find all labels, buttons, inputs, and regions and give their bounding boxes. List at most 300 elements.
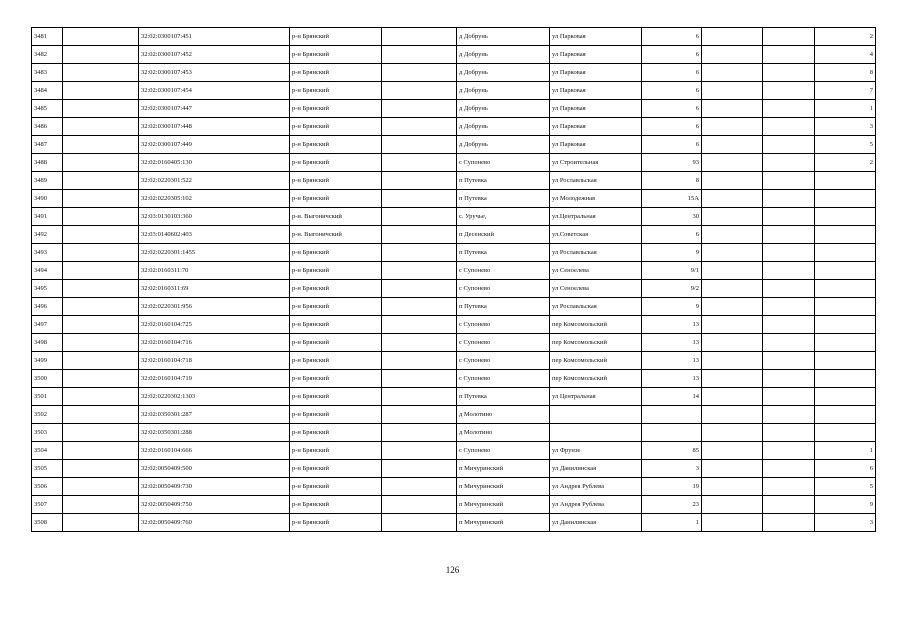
- cell-district: р-н Брянский: [290, 28, 382, 46]
- cell-blank-col: [63, 118, 139, 136]
- cell-apartment-number: [815, 172, 876, 190]
- cell-apartment-number: [815, 352, 876, 370]
- cell-cadastral-number: 32:02:0220302:1303: [139, 388, 290, 406]
- cell-apartment-number: 7: [815, 82, 876, 100]
- cell-house-number: 85: [642, 442, 702, 460]
- cell-locality: д Добрунь: [457, 136, 550, 154]
- cell-cadastral-number: 32:02:0160104:718: [139, 352, 290, 370]
- cell-row-number: 3488: [32, 154, 63, 172]
- cell-row-number: 3505: [32, 460, 63, 478]
- cell-blank-col-4: [763, 82, 815, 100]
- cell-house-number: 93: [642, 154, 702, 172]
- cell-cadastral-number: 32:02:0160311:69: [139, 280, 290, 298]
- cell-blank-col-2: [382, 244, 457, 262]
- cell-apartment-number: [815, 424, 876, 442]
- cell-blank-col-4: [763, 460, 815, 478]
- cell-house-number: 9: [642, 298, 702, 316]
- cell-blank-col-4: [763, 316, 815, 334]
- cell-blank-col-4: [763, 154, 815, 172]
- table-row: [32, 82, 876, 100]
- cell-cadastral-number: 32:02:0300107:449: [139, 136, 290, 154]
- cell-district: р-н Брянский: [290, 100, 382, 118]
- cell-district: р-н Брянский: [290, 154, 382, 172]
- cell-blank-col-4: [763, 496, 815, 514]
- cell-street: ул Парковая: [550, 118, 642, 136]
- cell-blank-col: [63, 280, 139, 298]
- cell-street: ул Центральная: [550, 388, 642, 406]
- cell-blank-col-4: [763, 424, 815, 442]
- cell-blank-col-4: [763, 442, 815, 460]
- cell-blank-col-2: [382, 118, 457, 136]
- cell-blank-col-4: [763, 28, 815, 46]
- cell-house-number: 6: [642, 226, 702, 244]
- cell-blank-col-3: [702, 82, 763, 100]
- table-row: [32, 136, 876, 154]
- cell-blank-col-3: [702, 406, 763, 424]
- cell-street: пер Комсомольский: [550, 352, 642, 370]
- cell-blank-col-3: [702, 118, 763, 136]
- cell-locality: с Супонево: [457, 316, 550, 334]
- table-row: [32, 442, 876, 460]
- cell-locality: д Добрунь: [457, 46, 550, 64]
- cell-blank-col-3: [702, 46, 763, 64]
- cell-district: р-н Брянский: [290, 460, 382, 478]
- cell-blank-col-4: [763, 244, 815, 262]
- cell-district: р-н Брянский: [290, 262, 382, 280]
- table-row: [32, 478, 876, 496]
- cell-blank-col-4: [763, 334, 815, 352]
- cell-cadastral-number: 32:02:0050409:760: [139, 514, 290, 532]
- cell-row-number: 3486: [32, 118, 63, 136]
- cell-street: ул Андрея Рублева: [550, 496, 642, 514]
- cell-blank-col: [63, 154, 139, 172]
- cell-apartment-number: [815, 244, 876, 262]
- cell-cadastral-number: 32:02:0220305:102: [139, 190, 290, 208]
- cell-locality: д Молотино: [457, 424, 550, 442]
- cell-blank-col-2: [382, 64, 457, 82]
- cell-blank-col-4: [763, 298, 815, 316]
- cell-blank-col-2: [382, 478, 457, 496]
- cell-locality: д Добрунь: [457, 28, 550, 46]
- cell-house-number: 9: [642, 244, 702, 262]
- cell-street: [550, 424, 642, 442]
- cell-blank-col-4: [763, 208, 815, 226]
- cell-blank-col-4: [763, 100, 815, 118]
- cell-cadastral-number: 32:02:0220301:956: [139, 298, 290, 316]
- cell-locality: п Мичуринский: [457, 478, 550, 496]
- cell-blank-col-2: [382, 190, 457, 208]
- cell-house-number: 13: [642, 352, 702, 370]
- cell-street: ул Парковая: [550, 82, 642, 100]
- table-row: [32, 424, 876, 442]
- table-row: [32, 496, 876, 514]
- cell-blank-col: [63, 424, 139, 442]
- cell-cadastral-number: 32:02:0300107:452: [139, 46, 290, 64]
- cell-blank-col: [63, 64, 139, 82]
- cell-blank-col-3: [702, 190, 763, 208]
- cell-blank-col: [63, 262, 139, 280]
- cell-blank-col-3: [702, 352, 763, 370]
- cell-blank-col: [63, 208, 139, 226]
- cell-house-number: 13: [642, 370, 702, 388]
- cell-apartment-number: 3: [815, 514, 876, 532]
- cell-cadastral-number: 32:02:0050409:730: [139, 478, 290, 496]
- cell-blank-col-2: [382, 46, 457, 64]
- cell-house-number: 19: [642, 478, 702, 496]
- cell-district: р-н Брянский: [290, 190, 382, 208]
- cell-blank-col-2: [382, 280, 457, 298]
- cell-locality: д Добрунь: [457, 64, 550, 82]
- cell-street: ул Данилинская: [550, 460, 642, 478]
- cell-apartment-number: [815, 334, 876, 352]
- cell-locality: п Путевка: [457, 190, 550, 208]
- cell-locality: п Путевка: [457, 388, 550, 406]
- cell-house-number: 6: [642, 64, 702, 82]
- cell-street: ул Парковая: [550, 136, 642, 154]
- cell-blank-col: [63, 496, 139, 514]
- table-row: [32, 46, 876, 64]
- cell-blank-col-3: [702, 424, 763, 442]
- cell-cadastral-number: 32:02:0160405:130: [139, 154, 290, 172]
- cell-blank-col-3: [702, 316, 763, 334]
- cell-row-number: 3493: [32, 244, 63, 262]
- cell-district: р-н Брянский: [290, 406, 382, 424]
- cell-locality: п Мичуринский: [457, 460, 550, 478]
- table-row: [32, 64, 876, 82]
- cell-cadastral-number: 32:02:0160104:725: [139, 316, 290, 334]
- cell-blank-col-3: [702, 280, 763, 298]
- cell-row-number: 3490: [32, 190, 63, 208]
- cell-street: ул Парковая: [550, 100, 642, 118]
- cell-locality: п Путевка: [457, 244, 550, 262]
- cell-apartment-number: 6: [815, 460, 876, 478]
- cell-locality: д Добрунь: [457, 100, 550, 118]
- cell-locality: с Супонево: [457, 352, 550, 370]
- cell-street: ул Парковая: [550, 46, 642, 64]
- table-row: [32, 334, 876, 352]
- table-row: [32, 316, 876, 334]
- cell-blank-col: [63, 388, 139, 406]
- cell-blank-col-3: [702, 100, 763, 118]
- cell-district: р-н Брянский: [290, 280, 382, 298]
- cell-row-number: 3485: [32, 100, 63, 118]
- cell-apartment-number: 2: [815, 28, 876, 46]
- cell-blank-col-3: [702, 370, 763, 388]
- table-row: [32, 226, 876, 244]
- cell-blank-col-3: [702, 154, 763, 172]
- cell-house-number: 13: [642, 316, 702, 334]
- cell-row-number: 3500: [32, 370, 63, 388]
- cell-blank-col-3: [702, 388, 763, 406]
- cell-apartment-number: [815, 226, 876, 244]
- cell-locality: с Супонево: [457, 334, 550, 352]
- table-row: [32, 118, 876, 136]
- cell-blank-col-4: [763, 172, 815, 190]
- cell-house-number: 23: [642, 496, 702, 514]
- cell-row-number: 3494: [32, 262, 63, 280]
- cell-cadastral-number: 32:02:0160104:719: [139, 370, 290, 388]
- cell-locality: п Мичуринский: [457, 496, 550, 514]
- cell-apartment-number: [815, 316, 876, 334]
- table-row: [32, 460, 876, 478]
- cell-blank-col-2: [382, 442, 457, 460]
- cell-blank-col: [63, 100, 139, 118]
- cell-blank-col-4: [763, 118, 815, 136]
- cell-blank-col: [63, 478, 139, 496]
- table-row: [32, 388, 876, 406]
- cell-blank-col: [63, 352, 139, 370]
- cell-blank-col-3: [702, 334, 763, 352]
- cell-cadastral-number: 32:03:0140602:403: [139, 226, 290, 244]
- cell-blank-col-4: [763, 406, 815, 424]
- table-row: [32, 154, 876, 172]
- cell-apartment-number: [815, 388, 876, 406]
- cell-blank-col-2: [382, 460, 457, 478]
- cell-street: ул Молодежная: [550, 190, 642, 208]
- cell-blank-col-2: [382, 208, 457, 226]
- cell-blank-col-2: [382, 406, 457, 424]
- cell-apartment-number: [815, 280, 876, 298]
- cell-row-number: 3506: [32, 478, 63, 496]
- cell-blank-col-2: [382, 352, 457, 370]
- cell-blank-col-3: [702, 244, 763, 262]
- cell-house-number: 6: [642, 46, 702, 64]
- page-number: 126: [445, 565, 460, 575]
- cell-apartment-number: 3: [815, 118, 876, 136]
- cell-blank-col-3: [702, 298, 763, 316]
- cell-blank-col: [63, 334, 139, 352]
- cell-row-number: 3481: [32, 28, 63, 46]
- cell-row-number: 3484: [32, 82, 63, 100]
- cell-blank-col-4: [763, 478, 815, 496]
- cell-house-number: 3: [642, 460, 702, 478]
- cell-blank-col-4: [763, 46, 815, 64]
- cell-row-number: 3507: [32, 496, 63, 514]
- cell-street: ул Рославльская: [550, 298, 642, 316]
- cell-blank-col-2: [382, 262, 457, 280]
- cell-cadastral-number: 32:02:0220301:522: [139, 172, 290, 190]
- cell-locality: д Добрунь: [457, 118, 550, 136]
- cell-district: р-н Брянский: [290, 478, 382, 496]
- cell-blank-col-2: [382, 226, 457, 244]
- cell-locality: д Молотино: [457, 406, 550, 424]
- cell-street: пер Комсомольский: [550, 370, 642, 388]
- cell-street: ул Сеноелева: [550, 262, 642, 280]
- cell-blank-col-3: [702, 478, 763, 496]
- cell-district: р-н Брянский: [290, 352, 382, 370]
- cell-apartment-number: 4: [815, 46, 876, 64]
- cell-blank-col: [63, 82, 139, 100]
- cell-blank-col-3: [702, 64, 763, 82]
- table-row: [32, 514, 876, 532]
- cell-row-number: 3501: [32, 388, 63, 406]
- cell-blank-col: [63, 190, 139, 208]
- cell-cadastral-number: 32:02:0050409:750: [139, 496, 290, 514]
- cell-district: р-н Брянский: [290, 442, 382, 460]
- cell-blank-col: [63, 316, 139, 334]
- cell-blank-col-2: [382, 424, 457, 442]
- cell-street: пер Комсомольский: [550, 334, 642, 352]
- cell-blank-col-4: [763, 352, 815, 370]
- cell-blank-col-3: [702, 262, 763, 280]
- cell-district: р-н Брянский: [290, 316, 382, 334]
- cell-blank-col-2: [382, 370, 457, 388]
- cell-blank-col: [63, 460, 139, 478]
- cell-street: [550, 406, 642, 424]
- cell-blank-col: [63, 28, 139, 46]
- cell-district: р-н Брянский: [290, 370, 382, 388]
- cell-apartment-number: 5: [815, 478, 876, 496]
- cell-blank-col-4: [763, 262, 815, 280]
- cell-blank-col: [63, 226, 139, 244]
- cell-blank-col-4: [763, 388, 815, 406]
- cell-blank-col-2: [382, 100, 457, 118]
- cell-blank-col: [63, 514, 139, 532]
- cell-district: р-н. Выгоничский: [290, 208, 382, 226]
- cell-apartment-number: 9: [815, 496, 876, 514]
- cell-district: р-н Брянский: [290, 118, 382, 136]
- table-row: [32, 352, 876, 370]
- table-row: [32, 280, 876, 298]
- cell-blank-col: [63, 136, 139, 154]
- cell-row-number: 3502: [32, 406, 63, 424]
- cell-street: ул.Советская: [550, 226, 642, 244]
- cell-street: ул Строительная: [550, 154, 642, 172]
- cell-blank-col-4: [763, 514, 815, 532]
- cell-house-number: 14: [642, 388, 702, 406]
- cell-house-number: 6: [642, 100, 702, 118]
- cell-locality: п Путевка: [457, 298, 550, 316]
- cell-blank-col-3: [702, 136, 763, 154]
- cell-blank-col: [63, 298, 139, 316]
- cell-blank-col-4: [763, 280, 815, 298]
- cell-row-number: 3504: [32, 442, 63, 460]
- cell-street: ул.Центральная: [550, 208, 642, 226]
- cell-blank-col-2: [382, 514, 457, 532]
- cell-locality: с Супонево: [457, 442, 550, 460]
- cell-district: р-н Брянский: [290, 64, 382, 82]
- cell-apartment-number: [815, 262, 876, 280]
- cell-row-number: 3489: [32, 172, 63, 190]
- cell-blank-col-2: [382, 298, 457, 316]
- cell-street: ул Рославльская: [550, 172, 642, 190]
- cell-apartment-number: 5: [815, 136, 876, 154]
- cell-street: ул Парковая: [550, 28, 642, 46]
- cell-apartment-number: [815, 190, 876, 208]
- cell-row-number: 3508: [32, 514, 63, 532]
- table-row: [32, 28, 876, 46]
- cell-district: р-н Брянский: [290, 496, 382, 514]
- cell-house-number: [642, 424, 702, 442]
- cell-street: ул Андрея Рублева: [550, 478, 642, 496]
- cell-house-number: 13: [642, 334, 702, 352]
- cell-district: р-н Брянский: [290, 424, 382, 442]
- cell-blank-col-2: [382, 388, 457, 406]
- cell-locality: с. Уручье,: [457, 208, 550, 226]
- cell-blank-col: [63, 244, 139, 262]
- cell-cadastral-number: 32:02:0300107:454: [139, 82, 290, 100]
- table-row: [32, 262, 876, 280]
- cell-district: р-н Брянский: [290, 298, 382, 316]
- cell-blank-col-4: [763, 64, 815, 82]
- cell-blank-col: [63, 442, 139, 460]
- cell-apartment-number: 2: [815, 154, 876, 172]
- cell-district: р-н Брянский: [290, 334, 382, 352]
- register-table: [31, 27, 876, 532]
- table-row: [32, 370, 876, 388]
- cell-house-number: 6: [642, 118, 702, 136]
- table-row: [32, 406, 876, 424]
- cell-street: ул Сеноелева: [550, 280, 642, 298]
- cell-row-number: 3495: [32, 280, 63, 298]
- cell-row-number: 3497: [32, 316, 63, 334]
- cell-district: р-н Брянский: [290, 388, 382, 406]
- cell-locality: п Путевка: [457, 172, 550, 190]
- table-row: [32, 172, 876, 190]
- table-row: [32, 190, 876, 208]
- cell-apartment-number: 8: [815, 64, 876, 82]
- cell-blank-col: [63, 46, 139, 64]
- cell-street: пер Комсомольский: [550, 316, 642, 334]
- cell-district: р-н Брянский: [290, 136, 382, 154]
- table-row: [32, 298, 876, 316]
- cell-blank-col-4: [763, 226, 815, 244]
- cell-cadastral-number: 32:02:0220301:1455: [139, 244, 290, 262]
- cell-blank-col-2: [382, 28, 457, 46]
- cell-cadastral-number: 32:02:0300107:451: [139, 28, 290, 46]
- cell-street: ул Рославльская: [550, 244, 642, 262]
- cell-blank-col-2: [382, 496, 457, 514]
- cell-district: р-н Брянский: [290, 172, 382, 190]
- cell-row-number: 3483: [32, 64, 63, 82]
- cell-blank-col-3: [702, 172, 763, 190]
- cell-apartment-number: 1: [815, 442, 876, 460]
- cell-cadastral-number: 32:03:0130103:360: [139, 208, 290, 226]
- cell-blank-col-3: [702, 226, 763, 244]
- cell-blank-col: [63, 172, 139, 190]
- cell-blank-col-4: [763, 190, 815, 208]
- cell-blank-col-3: [702, 208, 763, 226]
- cell-cadastral-number: 32:02:0300107:447: [139, 100, 290, 118]
- cell-apartment-number: [815, 406, 876, 424]
- cell-cadastral-number: 32:02:0300107:453: [139, 64, 290, 82]
- cell-blank-col-2: [382, 154, 457, 172]
- cell-district: р-н Брянский: [290, 46, 382, 64]
- cell-blank-col-3: [702, 496, 763, 514]
- cell-cadastral-number: 32:02:0160104:716: [139, 334, 290, 352]
- cell-house-number: 8: [642, 172, 702, 190]
- cell-apartment-number: 1: [815, 100, 876, 118]
- cell-blank-col-2: [382, 172, 457, 190]
- cell-row-number: 3491: [32, 208, 63, 226]
- cell-blank-col-3: [702, 442, 763, 460]
- cell-locality: с Супонево: [457, 280, 550, 298]
- cell-locality: с Супонево: [457, 370, 550, 388]
- cell-district: р-н Брянский: [290, 244, 382, 262]
- cell-cadastral-number: 32:02:0050409:500: [139, 460, 290, 478]
- cell-house-number: [642, 406, 702, 424]
- cell-row-number: 3499: [32, 352, 63, 370]
- cell-row-number: 3492: [32, 226, 63, 244]
- table-row: [32, 244, 876, 262]
- cell-locality: п Десенский: [457, 226, 550, 244]
- cell-cadastral-number: 32:02:0350301:287: [139, 406, 290, 424]
- table-row: [32, 100, 876, 118]
- cell-cadastral-number: 32:02:0350301:288: [139, 424, 290, 442]
- cell-row-number: 3503: [32, 424, 63, 442]
- cell-apartment-number: [815, 298, 876, 316]
- cell-house-number: 1: [642, 514, 702, 532]
